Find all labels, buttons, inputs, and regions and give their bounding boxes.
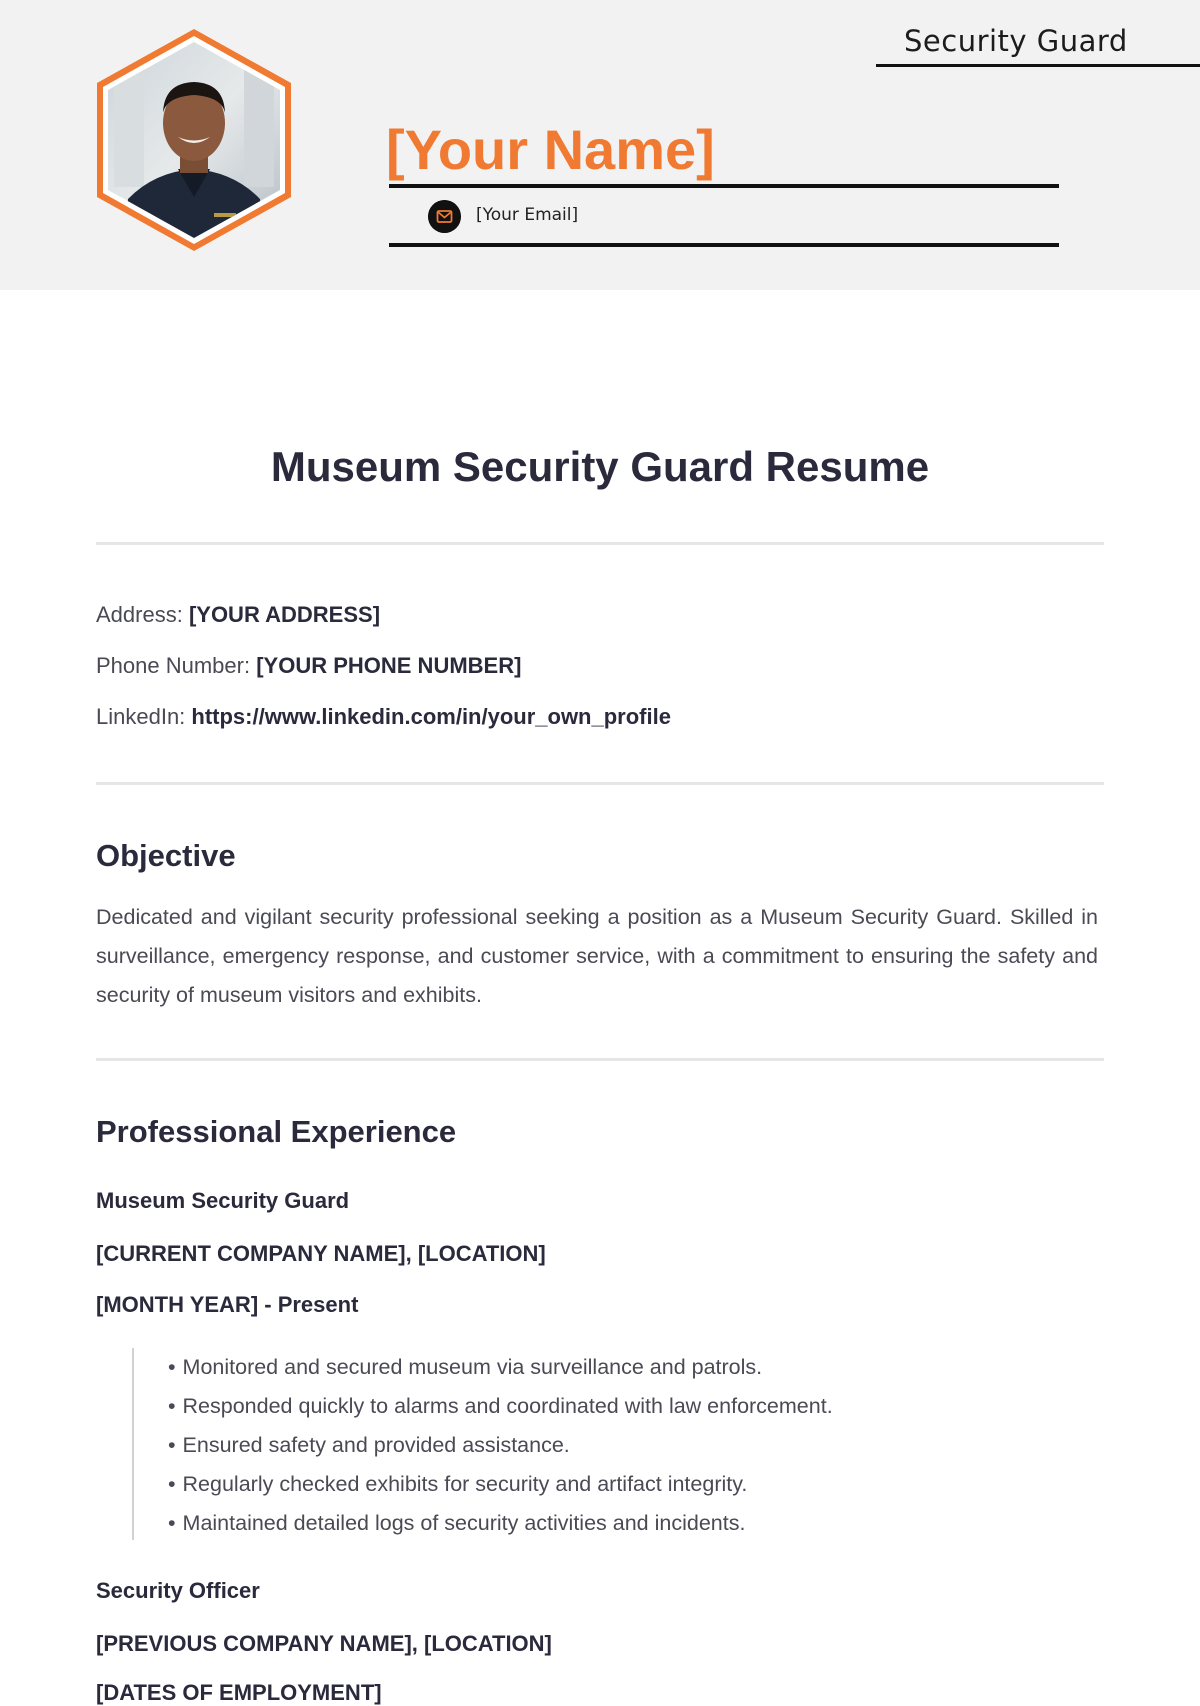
list-item: • Monitored and secured museum via surveillance and patrols. (168, 1348, 833, 1387)
list-item: • Regularly checked exhibits for security and artifact integrity. (168, 1465, 833, 1504)
objective-text: Dedicated and vigilant security professional seeking a position as a Museum Security Guard. Skilled in surveillance, emergency response, and customer service, with a commitment to ensuring the safety and security of museum visitors and exhibits. (96, 905, 1098, 1007)
list-item: • Responded quickly to alarms and coordinated with law enforcement. (168, 1387, 833, 1426)
list-item: • Ensured safety and provided assistance. (168, 1426, 833, 1465)
job-company: [PREVIOUS COMPANY NAME], [LOCATION] (96, 1631, 552, 1656)
mail-icon (428, 200, 461, 233)
email-text: [Your Email] (476, 205, 579, 225)
contact-linkedin (96, 704, 671, 730)
experience-heading: Professional Experience (96, 1114, 457, 1149)
name-underline (389, 184, 1059, 188)
phone-value: [YOUR PHONE NUMBER] (256, 653, 522, 678)
address-value: [YOUR ADDRESS] (188, 602, 381, 627)
document-title: Museum Security Guard Resume (270, 443, 930, 490)
linkedin-label: LinkedIn: (96, 704, 192, 729)
job-bullets (132, 1348, 833, 1540)
job-title: Security Officer (96, 1578, 260, 1603)
job-title: Museum Security Guard (96, 1188, 350, 1213)
contact-address (96, 602, 380, 628)
list-item: • Maintained detailed logs of security activities and incidents. (168, 1504, 833, 1543)
divider (96, 542, 1104, 545)
job-dates: [DATES OF EMPLOYMENT] (96, 1680, 382, 1705)
profile-photo (94, 27, 294, 253)
contact-phone (96, 653, 521, 679)
role-underline (876, 64, 1200, 67)
phone-label: Phone Number: (96, 653, 257, 678)
divider (96, 782, 1104, 785)
objective-heading: Objective (96, 838, 236, 873)
address-label: Address: (96, 602, 189, 627)
job-dates: [MONTH YEAR] - Present (96, 1292, 359, 1317)
linkedin-link[interactable]: https://www.linkedin.com/in/your_own_profile (191, 704, 671, 729)
resume-header (0, 0, 1200, 290)
email-underline (389, 243, 1059, 247)
candidate-name: [Your Name] (386, 118, 715, 181)
divider (96, 1058, 1104, 1061)
job-company: [CURRENT COMPANY NAME], [LOCATION] (96, 1241, 546, 1266)
role-tag: Security Guard (904, 24, 1128, 58)
